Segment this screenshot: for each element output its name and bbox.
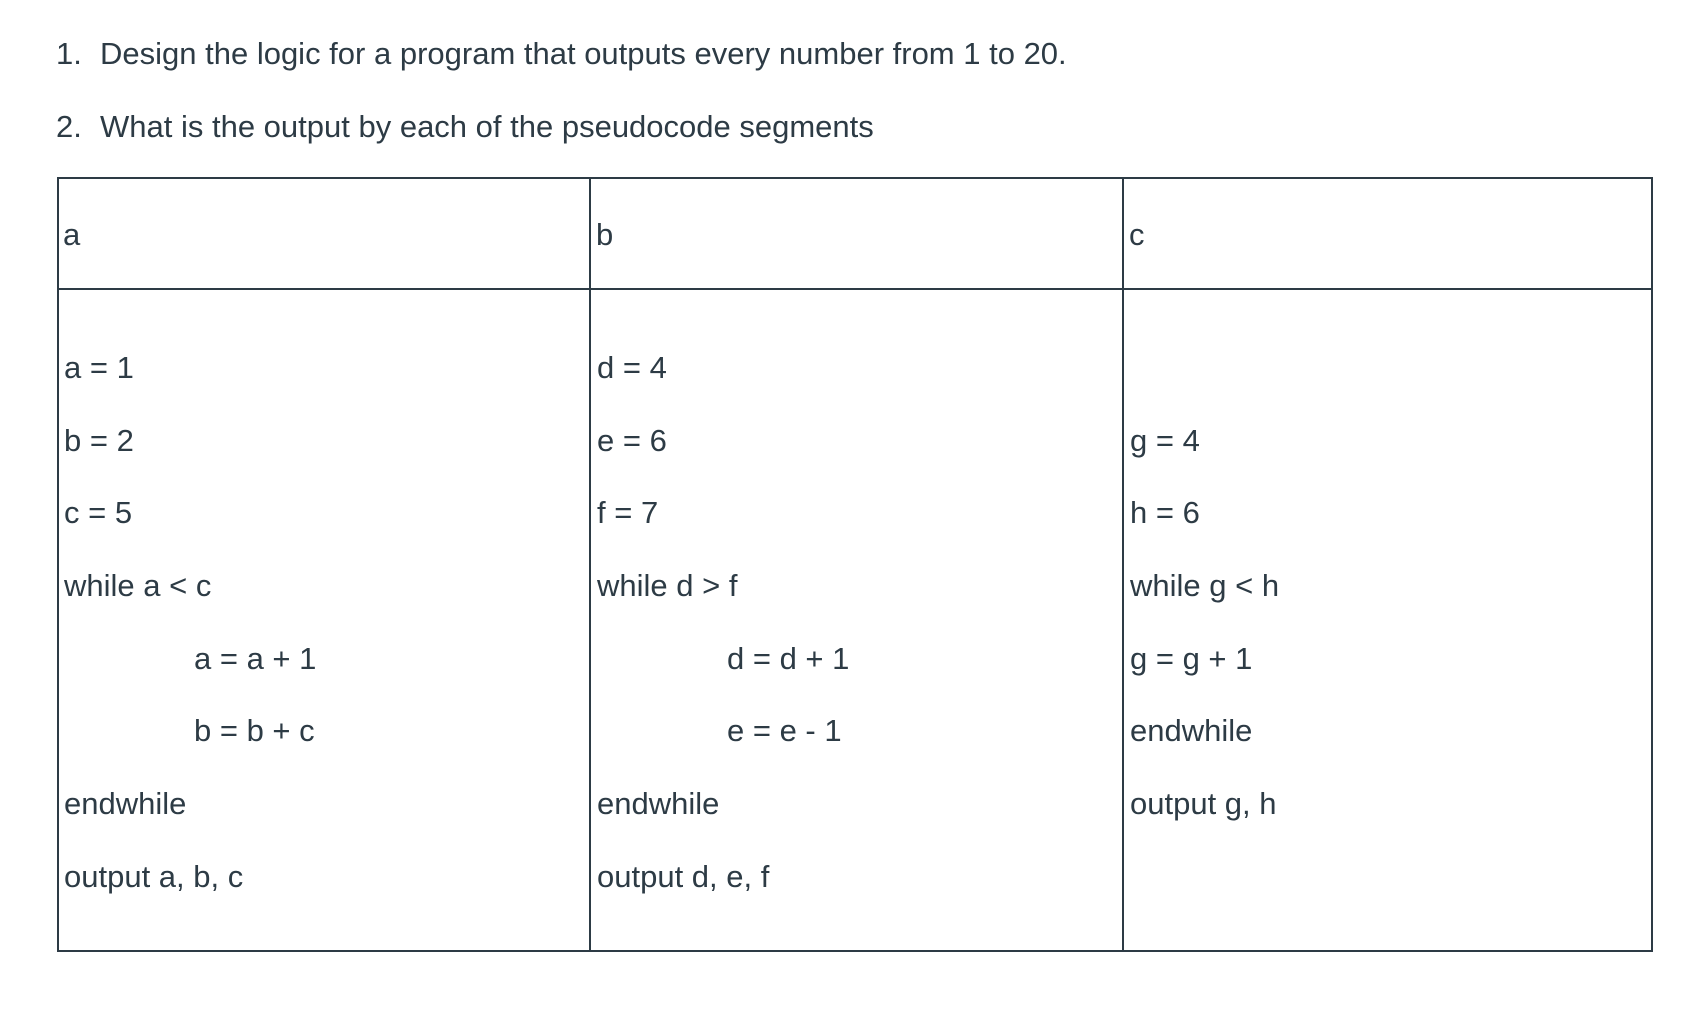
question-1-number: 1. (56, 36, 82, 71)
code-line-c-3: while g < h (1130, 568, 1280, 603)
question-2 (56, 107, 874, 147)
code-line-a-1: a = 1 (64, 350, 134, 385)
code-line-b-5: d = d + 1 (727, 641, 850, 676)
code-line-a-3: c = 5 (64, 495, 133, 530)
question-1 (56, 34, 1067, 74)
column-header-c: c (1129, 217, 1145, 252)
header-divider (59, 288, 1651, 290)
code-line-c-2: h = 6 (1130, 495, 1200, 530)
code-line-b-6: e = e - 1 (727, 713, 842, 748)
code-line-c-4: g = g + 1 (1130, 641, 1253, 676)
code-line-a-6: b = b + c (194, 713, 315, 748)
code-line-a-7: endwhile (64, 786, 187, 821)
column-divider (589, 179, 591, 950)
code-line-c-1: g = 4 (1130, 423, 1200, 458)
code-line-b-7: endwhile (597, 786, 720, 821)
code-line-c-6: output g, h (1130, 786, 1277, 821)
code-line-b-2: e = 6 (597, 423, 667, 458)
code-line-a-5: a = a + 1 (194, 641, 317, 676)
column-header-b: b (596, 217, 614, 252)
column-header-a: a (63, 217, 81, 252)
question-2-text: What is the output by each of the pseudocode segments (100, 109, 874, 144)
code-line-b-1: d = 4 (597, 350, 667, 385)
code-line-c-5: endwhile (1130, 713, 1253, 748)
code-line-b-8: output d, e, f (597, 859, 770, 894)
question-1-text: Design the logic for a program that outputs every number from 1 to 20. (100, 36, 1067, 71)
code-line-b-3: f = 7 (597, 495, 659, 530)
question-2-number: 2. (56, 109, 82, 144)
code-line-a-8: output a, b, c (64, 859, 244, 894)
column-divider (1122, 179, 1124, 950)
code-line-a-2: b = 2 (64, 423, 134, 458)
code-line-a-4: while a < c (64, 568, 212, 603)
code-line-b-4: while d > f (597, 568, 738, 603)
pseudocode-table (57, 177, 1653, 952)
